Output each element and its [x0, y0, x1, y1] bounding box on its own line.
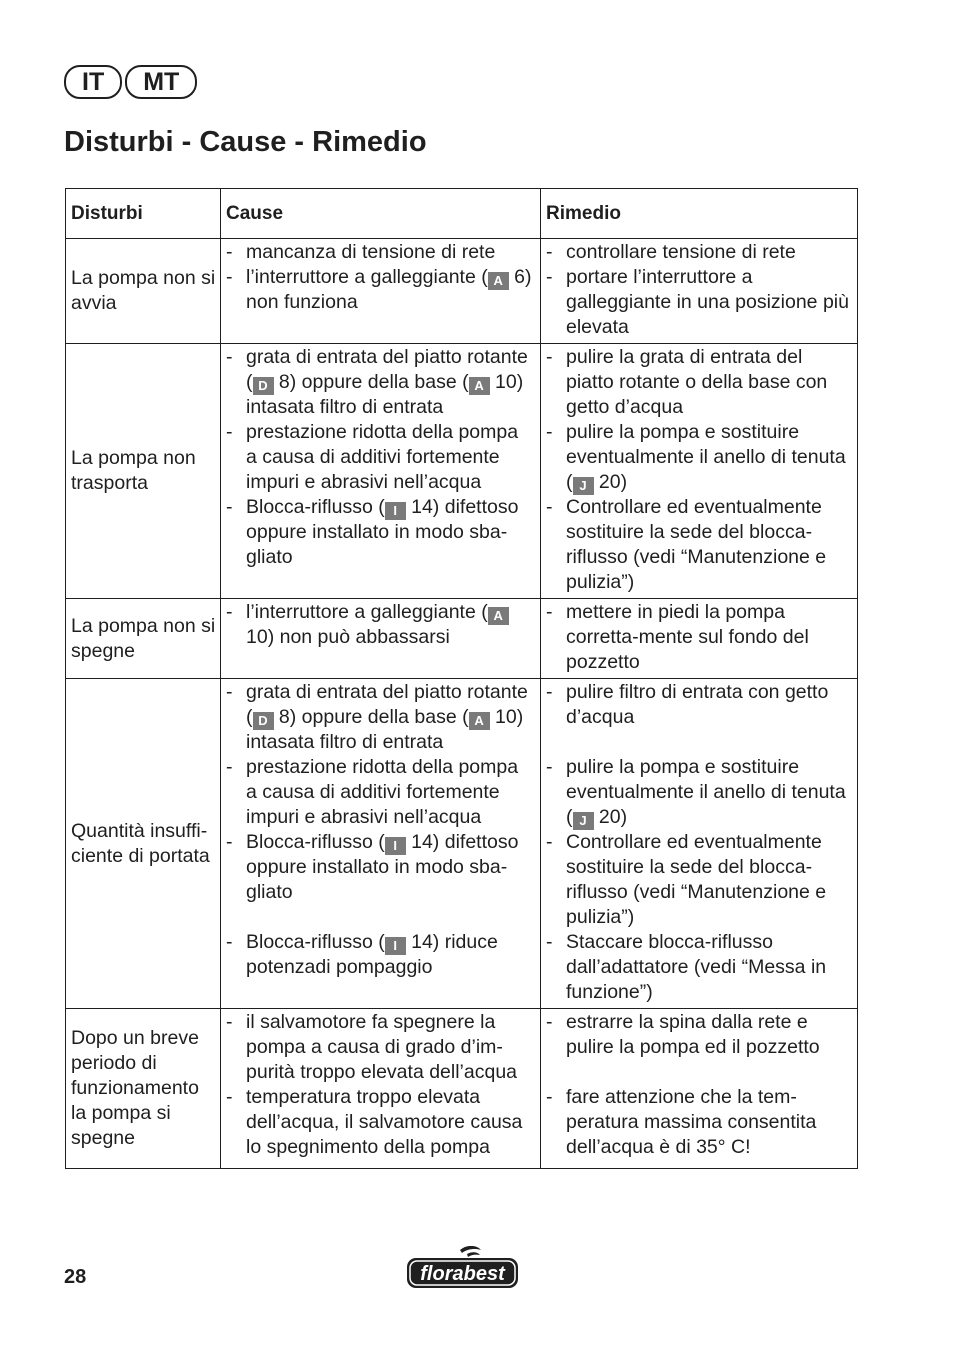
rimedio-item	[546, 600, 851, 675]
cause-item	[226, 495, 534, 570]
text-segment: grata di entrata del piatto rotante (	[246, 681, 528, 728]
bullet-dash: -	[226, 421, 233, 443]
text-segment: controllare tensione di rete	[566, 241, 796, 263]
figure-reference-badge: A	[488, 607, 509, 625]
text-segment: mettere in piedi la pompa corretta-mente sul fondo del pozzetto	[566, 601, 809, 673]
bullet-dash: -	[226, 756, 233, 778]
text-segment: Controllare ed eventualmente sostituire la sede del bloccariflusso (vedi “Manutenzione e pulizia”)	[566, 831, 827, 928]
cause-cell	[221, 1009, 541, 1169]
rimedio-item	[546, 755, 851, 830]
column-header-rimedio: Rimedio	[541, 189, 858, 239]
rimedio-item-text	[566, 755, 851, 830]
cause-item	[226, 420, 534, 495]
rimedio-item	[546, 345, 851, 420]
cause-cell	[221, 239, 541, 344]
text-segment: 14) riduce potenzadi pompaggio	[246, 931, 498, 978]
bullet-dash: -	[226, 831, 233, 853]
text-segment: 14) difettoso oppure installato in modo sbagliato	[246, 496, 519, 568]
rimedio-item-text	[566, 680, 851, 730]
text-segment: 14) difettoso oppure installato in modo sbagliato	[246, 831, 519, 903]
rimedio-item-text	[566, 1085, 851, 1160]
rimedio-item-text	[566, 265, 851, 340]
text-segment: 10) intasata filtro di entrata	[246, 371, 524, 418]
rimedio-cell	[541, 1009, 858, 1169]
rimedio-item-text	[566, 600, 851, 675]
bullet-dash: -	[226, 681, 233, 703]
cause-cell	[221, 679, 541, 1009]
lang-code-it: IT	[64, 65, 122, 99]
cause-item	[226, 265, 534, 315]
florabest-logo	[405, 1246, 520, 1295]
rimedio-item	[546, 420, 851, 495]
cause-item-text	[246, 930, 534, 980]
rimedio-item	[546, 680, 851, 730]
disturbo-cell: Quantità insufficiente di portata	[66, 679, 221, 1009]
table-row	[66, 679, 858, 1009]
figure-reference-badge: I	[385, 837, 406, 855]
text-segment: 6) non funziona	[246, 266, 532, 313]
bullet-dash: -	[226, 496, 233, 518]
bullet-dash: -	[546, 421, 553, 443]
text-segment: mancanza di tensione di rete	[246, 241, 496, 263]
text-segment: 10) intasata filtro di entrata	[246, 706, 524, 753]
cause-item	[226, 240, 534, 265]
bullet-dash: -	[226, 266, 233, 288]
bullet-dash: -	[546, 266, 553, 288]
text-segment: Blocca-riflusso (	[246, 496, 385, 518]
text-segment: l’interruttore a galleggiante (	[246, 601, 488, 623]
rimedio-item-text	[566, 240, 796, 265]
bullet-dash: -	[226, 931, 233, 953]
cause-item-text	[246, 600, 534, 650]
figure-reference-badge: D	[253, 377, 274, 395]
disturbo-cell: La pompa non trasporta	[66, 344, 221, 599]
table-header-row	[66, 189, 858, 239]
rimedio-cell	[541, 344, 858, 599]
figure-reference-badge: J	[573, 812, 594, 830]
text-segment: Blocca-riflusso (	[246, 831, 385, 853]
text-segment: fare attenzione che la temperatura massima consentita dell’acqua è di 35° C!	[566, 1086, 817, 1158]
figure-reference-badge: J	[573, 477, 594, 495]
table-body	[66, 239, 858, 1169]
text-segment: prestazione ridotta della pompa a causa di additivi fortemente impuri e abrasivi nell’acqua	[246, 421, 519, 493]
text-segment: pulire la pompa e sostituire eventualmente il anello di tenuta (	[566, 756, 846, 828]
cause-item	[226, 755, 534, 830]
text-segment: estrarre la spina dalla rete e pulire la pompa ed il pozzetto	[566, 1011, 820, 1058]
rimedio-item	[546, 1010, 851, 1060]
rimedio-item-text	[566, 1010, 851, 1060]
lang-code-mt: MT	[125, 65, 197, 99]
cause-item-text	[246, 1010, 534, 1085]
text-segment: prestazione ridotta della pompa a causa di additivi fortemente impuri e abrasivi nell’acqua	[246, 756, 519, 828]
text-segment: pulire la pompa e sostituire eventualmente il anello di tenuta (	[566, 421, 846, 493]
bullet-dash: -	[546, 1086, 553, 1108]
cause-cell	[221, 599, 541, 679]
text-segment: 8) oppure della base (	[273, 371, 469, 393]
table-row	[66, 1009, 858, 1169]
text-segment: 8) oppure della base (	[273, 706, 469, 728]
page-title: Disturbi - Cause - Rimedio	[64, 126, 427, 158]
bullet-dash: -	[226, 1011, 233, 1033]
bullet-dash: -	[546, 1011, 553, 1033]
cause-item-text	[246, 680, 534, 755]
bullet-dash: -	[546, 346, 553, 368]
text-segment: portare l’interruttore a galleggiante in una posizione più elevata	[566, 266, 849, 338]
cause-item-text	[246, 830, 534, 905]
text-segment: l’interruttore a galleggiante (	[246, 266, 488, 288]
cause-item	[226, 680, 534, 755]
text-segment: Blocca-riflusso (	[246, 931, 385, 953]
text-segment: 20)	[593, 806, 628, 828]
table-row	[66, 344, 858, 599]
rimedio-item	[546, 830, 851, 930]
table-row	[66, 599, 858, 679]
page-number: 28	[64, 1266, 87, 1288]
bullet-dash: -	[546, 831, 553, 853]
rimedio-cell	[541, 679, 858, 1009]
bullet-dash: -	[546, 601, 553, 623]
bullet-dash: -	[226, 241, 233, 263]
rimedio-cell	[541, 239, 858, 344]
language-codes	[64, 65, 200, 99]
cause-item	[226, 345, 534, 420]
bullet-dash: -	[546, 496, 553, 518]
figure-reference-badge: A	[469, 377, 490, 395]
cause-item	[226, 1085, 534, 1160]
cause-item-text	[246, 1085, 534, 1160]
rimedio-cell	[541, 599, 858, 679]
blank-line	[226, 905, 534, 930]
cause-item	[226, 930, 534, 980]
text-segment: pulire la grata di entrata del piatto rotante o della base con getto d’acqua	[566, 346, 828, 418]
bullet-dash: -	[546, 681, 553, 703]
svg-text:florabest: florabest	[420, 1263, 505, 1285]
text-segment: 10) non può abbassarsi	[246, 626, 450, 648]
cause-cell	[221, 344, 541, 599]
text-segment: il salvamotore fa spegnere la pompa a causa di grado d’impurità troppo elevata dell’acqua	[246, 1011, 518, 1083]
bullet-dash: -	[226, 1086, 233, 1108]
text-segment: temperatura troppo elevata dell’acqua, il salvamotore causa lo spegnimento della pompa	[246, 1086, 523, 1158]
text-segment: 20)	[593, 471, 628, 493]
cause-item	[226, 1010, 534, 1085]
rimedio-item	[546, 1085, 851, 1160]
cause-item-text	[246, 420, 534, 495]
column-header-cause: Cause	[221, 189, 541, 239]
cause-item-text	[246, 345, 534, 420]
rimedio-item-text	[566, 420, 851, 495]
column-header-disturbi: Disturbi	[66, 189, 221, 239]
rimedio-item-text	[566, 930, 851, 1005]
figure-reference-badge: I	[385, 937, 406, 955]
cause-item-text	[246, 755, 534, 830]
bullet-dash: -	[546, 756, 553, 778]
bullet-dash: -	[546, 931, 553, 953]
cause-item-text	[246, 495, 534, 570]
cause-item	[226, 830, 534, 905]
rimedio-item-text	[566, 830, 851, 930]
rimedio-item	[546, 930, 851, 1005]
rimedio-item-text	[566, 345, 851, 420]
table-row	[66, 239, 858, 344]
rimedio-item	[546, 265, 851, 340]
blank-line	[546, 730, 851, 755]
cause-item-text	[246, 265, 534, 315]
cause-item	[226, 600, 534, 650]
blank-line	[546, 1060, 851, 1085]
figure-reference-badge: D	[253, 712, 274, 730]
troubleshooting-table	[65, 188, 858, 1169]
bullet-dash: -	[546, 241, 553, 263]
rimedio-item	[546, 495, 851, 595]
disturbo-cell: Dopo un breve periodo di funzionamento la pompa si spegne	[66, 1009, 221, 1169]
rimedio-item	[546, 240, 851, 265]
text-segment: Controllare ed eventualmente sostituire la sede del bloccariflusso (vedi “Manutenzione e pulizia”)	[566, 496, 827, 593]
text-segment: Staccare blocca-riflusso dall’adattatore (vedi “Messa in funzione”)	[566, 931, 827, 1003]
figure-reference-badge: I	[385, 502, 406, 520]
bullet-dash: -	[226, 346, 233, 368]
disturbo-cell: La pompa non si avvia	[66, 239, 221, 344]
figure-reference-badge: A	[469, 712, 490, 730]
text-segment: grata di entrata del piatto rotante (	[246, 346, 528, 393]
bullet-dash: -	[226, 601, 233, 623]
cause-item-text	[246, 240, 495, 265]
figure-reference-badge: A	[488, 272, 509, 290]
text-segment: pulire filtro di entrata con getto d’acqua	[566, 681, 829, 728]
rimedio-item-text	[566, 495, 851, 595]
disturbo-cell: La pompa non si spegne	[66, 599, 221, 679]
